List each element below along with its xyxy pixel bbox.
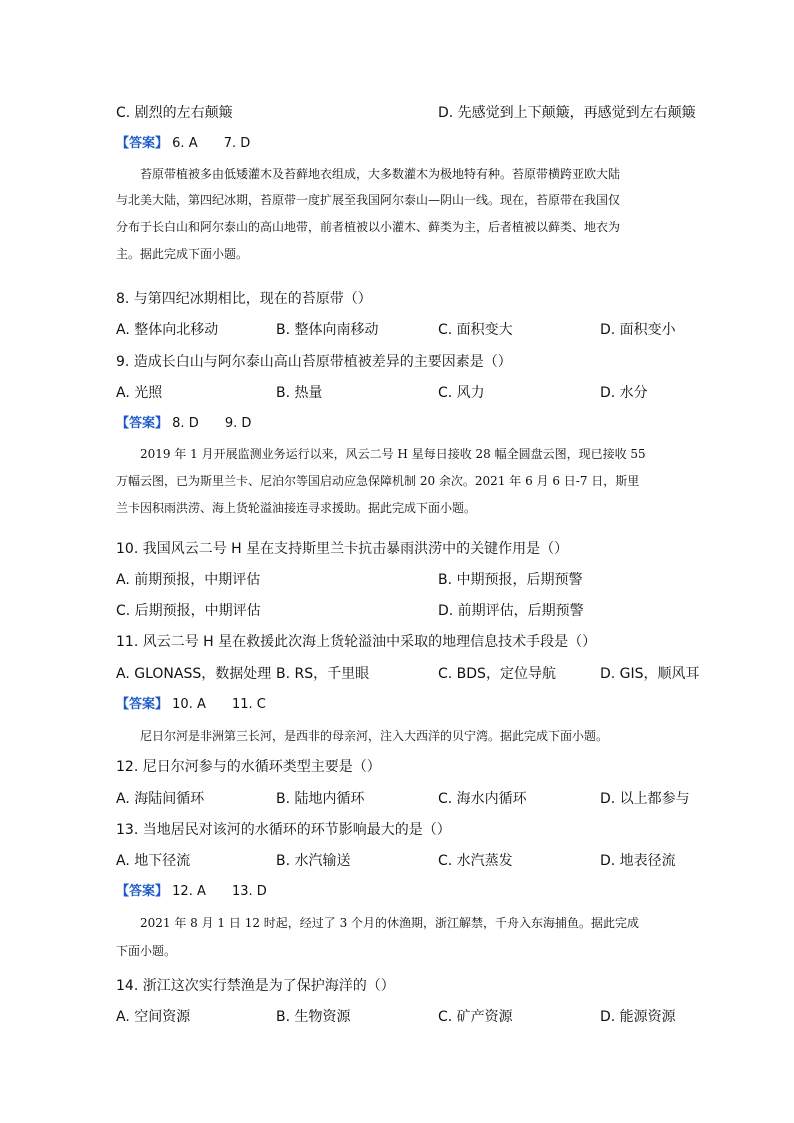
answer-12-13 <box>116 883 267 901</box>
q11-option-d: D. GIS，顺风耳 <box>600 666 700 682</box>
q10-option-a: A. 前期预报，中期评估 <box>116 572 261 588</box>
passage-line: 与北美大陆，第四纪冰期，苔原带一度扩展至我国阿尔泰山—阴山一线。现在，苔原带在我国仅 <box>116 193 621 207</box>
q7-option-c: C. 剧烈的左右颠簸 <box>116 105 233 121</box>
answer-item: 7. D <box>223 136 251 151</box>
passage-line: 2019 年 1 月开展监测业务运行以来，风云二号 H 星每日接收 28 幅全圆盘云图，现已接收 55 <box>140 447 646 461</box>
q12-option-d: D. 以上都参与 <box>600 791 690 807</box>
q8-option-b: B. 整体向南移动 <box>276 322 379 338</box>
q8-option-a: A. 整体向北移动 <box>116 322 219 338</box>
answer-item: 11. C <box>232 697 266 712</box>
answer-item: 10. A <box>172 697 206 712</box>
question-10-stem: 10. 我国风云二号 H 星在支持斯里兰卡抗击暴雨洪涝中的关键作用是（） <box>116 541 569 557</box>
answer-item: 6. A <box>172 136 198 151</box>
answer-8-9 <box>116 415 251 433</box>
question-14-stem: 14. 浙江这次实行禁渔是为了保护海洋的（） <box>116 978 395 994</box>
q14-option-a: A. 空间资源 <box>116 1009 191 1025</box>
q11-option-b: B. RS，千里眼 <box>276 666 370 682</box>
question-9-stem: 9. 造成长白山与阿尔泰山高山苔原带植被差异的主要因素是（） <box>116 354 512 370</box>
answer-item: 9. D <box>224 416 252 431</box>
q9-option-c: C. 风力 <box>438 385 485 401</box>
q13-option-b: B. 水汽输送 <box>276 853 351 869</box>
answer-6-7 <box>116 135 250 153</box>
q8-option-d: D. 面积变小 <box>600 322 676 338</box>
question-12-stem: 12. 尼日尔河参与的水循环类型主要是（） <box>116 759 381 775</box>
q8-option-c: C. 面积变大 <box>438 322 513 338</box>
passage-line: 兰卡因积雨洪涝、海上货轮溢油接连寻求援助。据此完成下面小题。 <box>116 501 477 515</box>
q11-option-a: A. GLONASS，数据处理 <box>116 666 272 682</box>
passage-line: 下面小题。 <box>116 944 177 958</box>
q10-option-c: C. 后期预报，中期评估 <box>116 603 261 619</box>
q13-option-c: C. 水汽蒸发 <box>438 853 513 869</box>
q7-option-d: D. 先感觉到上下颠簸，再感觉到左右颠簸 <box>438 105 696 121</box>
passage-line: 苔原带植被多由低矮灌木及苔藓地衣组成，大多数灌木为极地特有种。苔原带横跨亚欧大陆 <box>140 167 621 181</box>
passage-line: 尼日尔河是非洲第三长河，是西非的母亲河，注入大西洋的贝宁湾。据此完成下面小题。 <box>140 729 609 743</box>
answer-10-11 <box>116 696 266 714</box>
q14-option-b: B. 生物资源 <box>276 1009 351 1025</box>
answer-tag: 【答案】 <box>116 416 169 431</box>
q10-option-b: B. 中期预报，后期预警 <box>438 572 583 588</box>
passage-line: 万幅云图，已为斯里兰卡、尼泊尔等国启动应急保障机制 20 余次。2021 年 6 月 6 日-7 日，斯里 <box>116 474 640 488</box>
q14-option-d: D. 能源资源 <box>600 1009 676 1025</box>
q12-option-c: C. 海水内循环 <box>438 791 527 807</box>
q10-option-d: D. 前期评估，后期预警 <box>438 603 584 619</box>
q9-option-b: B. 热量 <box>276 385 323 401</box>
question-11-stem: 11. 风云二号 H 星在救援此次海上货轮溢油中采取的地理信息技术手段是（） <box>116 634 597 650</box>
q14-option-c: C. 矿产资源 <box>438 1009 513 1025</box>
question-13-stem: 13. 当地居民对该河的水循环的环节影响最大的是（） <box>116 822 451 838</box>
q13-option-a: A. 地下径流 <box>116 853 191 869</box>
q9-option-d: D. 水分 <box>600 385 648 401</box>
q11-option-c: C. BDS，定位导航 <box>438 666 556 682</box>
passage-line: 分布于长白山和阿尔泰山的高山地带，前者植被以小灌木、藓类为主，后者植被以藓类、地衣为 <box>116 220 621 234</box>
answer-tag: 【答案】 <box>116 136 169 151</box>
answer-item: 8. D <box>172 416 199 431</box>
answer-tag: 【答案】 <box>116 697 169 712</box>
q12-option-b: B. 陆地内循环 <box>276 791 365 807</box>
q12-option-a: A. 海陆间循环 <box>116 791 205 807</box>
answer-item: 12. A <box>172 884 206 899</box>
question-8-stem: 8. 与第四纪冰期相比，现在的苔原带（） <box>116 291 372 307</box>
q13-option-d: D. 地表径流 <box>600 853 676 869</box>
answer-item: 13. D <box>232 884 267 899</box>
q9-option-a: A. 光照 <box>116 385 163 401</box>
passage-line: 2021 年 8 月 1 日 12 时起，经过了 3 个月的休渔期，浙江解禁，千舟入东海捕鱼。据此完成 <box>140 916 640 930</box>
passage-line: 主。据此完成下面小题。 <box>116 247 249 261</box>
answer-tag: 【答案】 <box>116 884 169 899</box>
